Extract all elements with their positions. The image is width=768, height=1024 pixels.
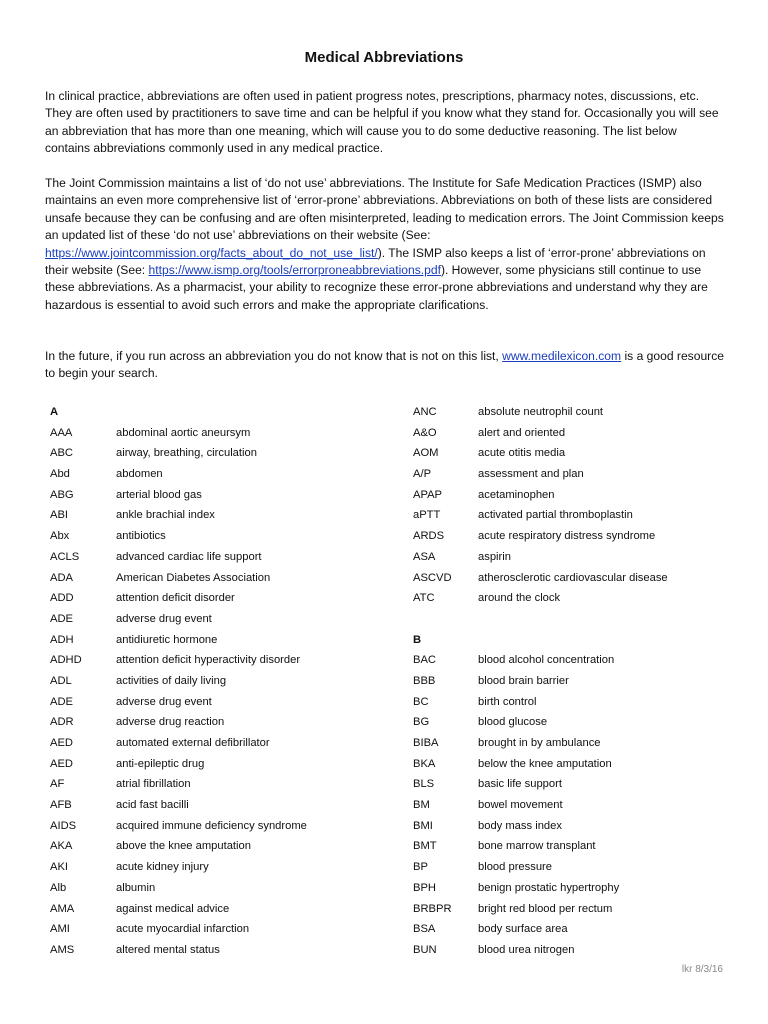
table-row <box>413 899 733 920</box>
abbreviation-definition: below the knee amputation <box>478 757 612 770</box>
abbreviation-definition: alert and oriented <box>478 426 566 439</box>
table-row <box>50 692 390 713</box>
abbreviation-definition: attention deficit disorder <box>116 592 235 605</box>
abbreviation-code: ADE <box>50 695 74 708</box>
abbreviation-definition: atherosclerotic cardiovascular disease <box>478 571 668 584</box>
abbreviation-code: BMI <box>413 819 433 832</box>
abbreviation-definition: activities of daily living <box>116 674 227 687</box>
abbreviation-code: ABC <box>50 447 74 460</box>
table-row <box>413 919 733 940</box>
abbreviation-code: AKI <box>50 861 69 874</box>
abbreviation-code: ABG <box>50 488 74 501</box>
section-letter: B <box>413 633 422 646</box>
left-column <box>50 402 390 961</box>
table-row <box>413 526 733 547</box>
abbreviation-code: Alb <box>50 881 67 894</box>
abbreviation-code: BP <box>413 861 428 874</box>
section-header-row <box>413 630 733 651</box>
ismp-link[interactable]: https://www.ismp.org/tools/errorproneabbreviations.pdf <box>148 263 441 278</box>
abbreviation-definition: blood urea nitrogen <box>478 943 575 956</box>
abbreviation-definition: albumin <box>116 881 156 894</box>
abbreviation-code: ADL <box>50 674 72 687</box>
table-row <box>413 568 733 589</box>
abbreviation-definition: aspirin <box>478 550 511 563</box>
intro-p1-text: In clinical practice, abbreviations are often used in patient progress notes, prescriptions, pharmacy notes, discussions, etc. They are often used by practitioners to save time and can be helpful if you know what they stand for. Occasionally you will see an abbreviation that has more than one meaning, which will cause you to do some deductive reasoning. The list below contains abbreviations commonly used in any medical practice. <box>45 89 719 156</box>
abbreviation-code: ASA <box>413 550 436 563</box>
intro-p2-text-c: ). However, some physicians still continue to use these abbreviations. As a pharmacist, your ability to recognize these error-prone abbreviations and understand why they are hazardous is essential to avoid such errors and make the appropriate clarifications. <box>45 263 708 312</box>
abbreviation-definition: acetaminophen <box>478 488 555 501</box>
abbreviation-code: BSA <box>413 923 436 936</box>
abbreviation-definition: atrial fibrillation <box>116 778 191 791</box>
abbreviation-definition: acute respiratory distress syndrome <box>478 530 656 543</box>
abbreviation-code: A/P <box>413 468 432 481</box>
abbreviation-definition: blood brain barrier <box>478 674 569 687</box>
table-row <box>413 443 733 464</box>
table-row <box>50 712 390 733</box>
table-row <box>50 568 390 589</box>
abbreviation-definition: absolute neutrophil count <box>478 406 604 418</box>
table-row <box>50 733 390 754</box>
abbreviation-code: ASCVD <box>413 571 452 584</box>
table-row <box>50 443 390 464</box>
abbreviation-definition: airway, breathing, circulation <box>116 447 257 460</box>
abbreviation-code: BBB <box>413 674 436 687</box>
table-row <box>413 671 733 692</box>
abbreviation-definition: activated partial thromboplastin <box>478 509 633 522</box>
abbreviation-definition: bright red blood per rectum <box>478 902 613 915</box>
table-row <box>50 774 390 795</box>
table-row <box>413 423 733 444</box>
footer-initials-date: lkr 8/3/16 <box>681 964 723 975</box>
table-row <box>413 650 733 671</box>
abbreviation-definition: ankle brachial index <box>116 509 215 522</box>
abbreviation-definition: adverse drug event <box>116 695 212 708</box>
abbreviation-definition: arterial blood gas <box>116 488 202 501</box>
table-row <box>50 423 390 444</box>
abbreviation-code: BC <box>413 695 429 708</box>
abbreviation-code: ADH <box>50 633 74 646</box>
intro-p3-text-a: In the future, if you run across an abbreviation you do not know that is not on this list, <box>45 349 503 363</box>
abbreviation-table <box>45 402 725 962</box>
abbreviation-definition: advanced cardiac life support <box>116 550 262 563</box>
intro-paragraph-2 <box>45 175 725 314</box>
abbreviation-definition: abdominal aortic aneursym <box>116 426 251 439</box>
abbreviation-definition: bone marrow transplant <box>478 840 596 853</box>
table-row <box>50 940 390 961</box>
table-row <box>413 464 733 485</box>
abbreviation-code: ADA <box>50 571 74 584</box>
table-row <box>50 816 390 837</box>
table-row <box>413 878 733 899</box>
table-row <box>413 836 733 857</box>
abbreviation-definition: automated external defibrillator <box>116 737 270 749</box>
abbreviation-definition: basic life support <box>478 778 562 791</box>
abbreviation-code: ACLS <box>50 550 80 563</box>
abbreviation-definition: abdomen <box>116 468 163 481</box>
abbreviation-definition: antibiotics <box>116 530 166 543</box>
table-row <box>413 402 733 423</box>
table-row <box>50 464 390 485</box>
abbreviation-definition: against medical advice <box>116 902 230 915</box>
abbreviation-code: AMA <box>50 902 75 915</box>
abbreviation-code: AFB <box>50 799 72 812</box>
abbreviation-definition: acute otitis media <box>478 447 566 460</box>
right-column <box>413 402 733 961</box>
abbreviation-code: BKA <box>413 757 436 770</box>
table-row <box>50 671 390 692</box>
table-row <box>50 857 390 878</box>
table-row <box>413 795 733 816</box>
abbreviation-definition: acute kidney injury <box>116 861 209 874</box>
abbreviation-code: APAP <box>413 488 443 501</box>
abbreviation-code: AIDS <box>50 819 77 832</box>
table-row <box>50 630 390 651</box>
medilexicon-link[interactable]: www.medilexicon.com <box>502 349 622 363</box>
intro-paragraph-1 <box>45 88 725 158</box>
table-row <box>413 588 733 609</box>
abbreviation-code: BM <box>413 799 430 812</box>
abbreviation-code: AED <box>50 757 74 770</box>
section-letter: A <box>50 406 59 418</box>
table-row <box>50 650 390 671</box>
abbreviation-code: AKA <box>50 840 73 853</box>
abbreviation-code: BUN <box>413 943 437 956</box>
abbreviation-definition: American Diabetes Association <box>116 571 271 584</box>
abbreviation-definition: acid fast bacilli <box>116 799 189 812</box>
table-row <box>50 547 390 568</box>
abbreviation-code: ADE <box>50 612 74 625</box>
table-row <box>413 754 733 775</box>
abbreviation-code: BG <box>413 716 430 729</box>
abbreviation-code: BMT <box>413 840 437 853</box>
abbreviation-definition: altered mental status <box>116 943 220 956</box>
table-row <box>50 899 390 920</box>
abbreviation-code: BPH <box>413 881 437 894</box>
abbreviation-definition: benign prostatic hypertrophy <box>478 881 620 894</box>
section-header-row <box>50 402 390 423</box>
page-title: Medical Abbreviations <box>304 49 464 66</box>
table-row <box>413 692 733 713</box>
abbreviation-definition: attention deficit hyperactivity disorder <box>116 654 301 667</box>
abbreviation-code: BAC <box>413 654 437 667</box>
abbreviation-code: ADHD <box>50 654 82 667</box>
table-row <box>50 795 390 816</box>
abbreviation-definition: assessment and plan <box>478 468 584 481</box>
abbreviation-code: BIBA <box>413 737 439 749</box>
abbreviation-definition: blood alcohol concentration <box>478 654 615 667</box>
abbreviation-definition: anti-epileptic drug <box>116 757 205 770</box>
table-row <box>50 505 390 526</box>
table-row <box>50 526 390 547</box>
joint-commission-link[interactable]: https://www.jointcommission.org/facts_about_do_not_use_list/ <box>45 245 378 260</box>
table-row <box>413 609 733 630</box>
table-row <box>50 919 390 940</box>
abbreviation-definition: blood pressure <box>478 861 553 874</box>
abbreviation-code: ADD <box>50 592 74 605</box>
table-row <box>50 588 390 609</box>
abbreviation-code: BRBPR <box>413 902 452 915</box>
abbreviation-definition: adverse drug event <box>116 612 212 625</box>
table-row <box>413 940 733 961</box>
abbreviation-definition: around the clock <box>478 592 561 605</box>
table-row <box>413 712 733 733</box>
intro-p2-text-a: The Joint Commission maintains a list of ‘do not use’ abbreviations. The Institute for Safe Medication Practices (ISMP) also maintains an even more comprehensive list of ‘error-prone’ abbreviations. Abbreviations on both of these lists are considered unsafe because they can be confusing and are often misinterpreted, leading to medication errors. The Joint Commission keeps an updated list of these ‘do not use’ abbreviations on their website (See: <box>45 176 724 243</box>
abbreviation-code: AAA <box>50 426 73 439</box>
intro-p3-text-b: is a good resource to begin your search. <box>45 349 724 381</box>
abbreviation-code: AMI <box>50 923 70 936</box>
abbreviation-code: aPTT <box>413 509 441 522</box>
intro-p2-text-b: ). The ISMP also keeps a list of ‘error-prone’ abbreviations on their website (See: <box>45 245 706 278</box>
table-row <box>413 485 733 506</box>
table-row <box>50 878 390 899</box>
table-row <box>50 754 390 775</box>
table-row <box>413 816 733 837</box>
abbreviation-code: AED <box>50 737 74 749</box>
abbreviation-definition: above the knee amputation <box>116 840 251 853</box>
table-row <box>50 485 390 506</box>
abbreviation-code: AOM <box>413 447 439 460</box>
table-row <box>413 505 733 526</box>
intro-paragraph-3 <box>45 348 725 383</box>
abbreviation-code: ANC <box>413 406 437 418</box>
abbreviation-code: Abd <box>50 468 70 481</box>
abbreviation-code: ABI <box>50 509 69 522</box>
abbreviation-code: Abx <box>50 530 70 543</box>
table-row <box>413 733 733 754</box>
abbreviation-code: ARDS <box>413 530 445 543</box>
abbreviation-code: BLS <box>413 778 435 791</box>
table-row <box>413 857 733 878</box>
abbreviation-definition: body surface area <box>478 923 568 936</box>
abbreviation-definition: adverse drug reaction <box>116 716 225 729</box>
abbreviation-code: ATC <box>413 592 435 605</box>
table-row <box>50 609 390 630</box>
table-row <box>413 774 733 795</box>
abbreviation-definition: acquired immune deficiency syndrome <box>116 819 307 832</box>
table-row <box>50 836 390 857</box>
table-row <box>413 547 733 568</box>
abbreviation-definition: brought in by ambulance <box>478 737 601 749</box>
abbreviation-definition: bowel movement <box>478 799 563 812</box>
abbreviation-definition: birth control <box>478 695 537 708</box>
abbreviation-code: AMS <box>50 943 75 956</box>
abbreviation-code: ADR <box>50 716 74 729</box>
abbreviation-definition: body mass index <box>478 819 562 832</box>
abbreviation-definition: blood glucose <box>478 716 548 729</box>
abbreviation-definition: antidiuretic hormone <box>116 633 218 646</box>
abbreviation-code: AF <box>50 778 65 791</box>
abbreviation-definition: acute myocardial infarction <box>116 923 250 936</box>
abbreviation-code: A&O <box>413 426 437 439</box>
